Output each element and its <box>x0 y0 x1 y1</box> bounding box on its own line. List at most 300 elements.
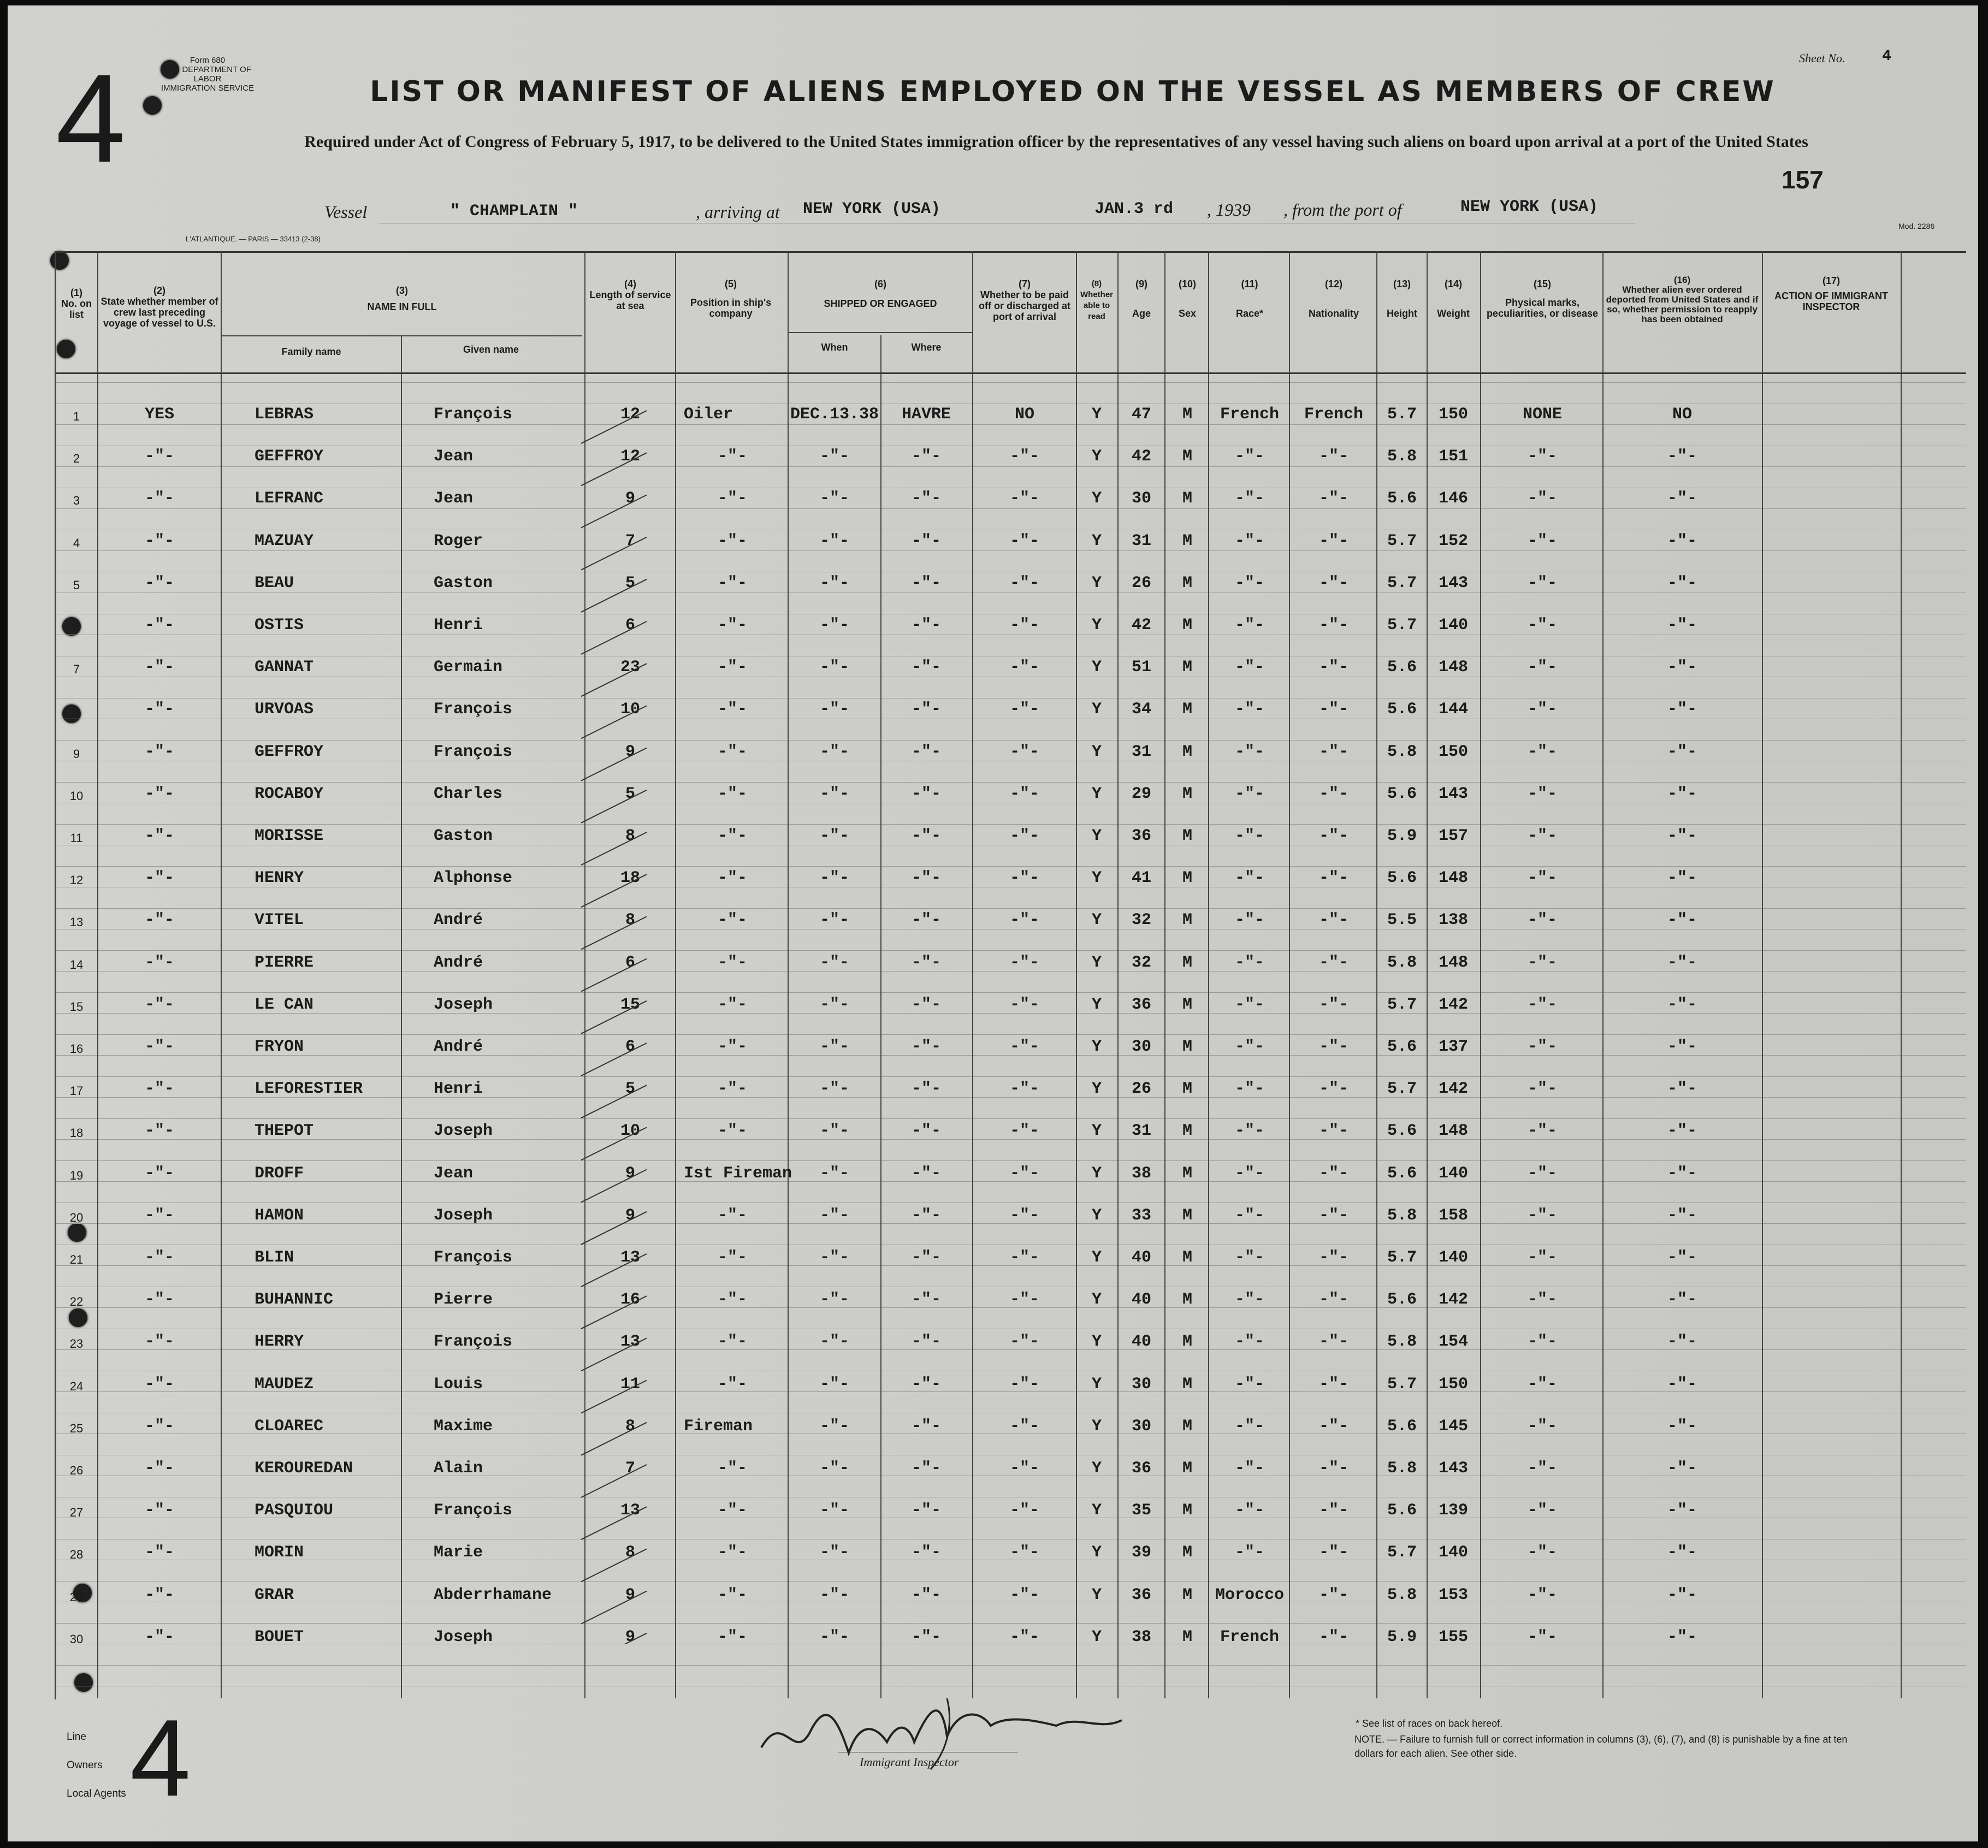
check-mark <box>581 495 647 528</box>
col15-label: Physical marks, peculiarities, or disease <box>1486 297 1599 319</box>
cell-position: -"- <box>717 1206 747 1225</box>
cell-family: HERRY <box>255 1332 304 1352</box>
cell-when: -"- <box>819 869 849 888</box>
cell-age: 36 <box>1131 827 1151 845</box>
cell-n: 2 <box>73 452 80 466</box>
cell-race: Morocco <box>1215 1585 1285 1604</box>
cell-prev: -"- <box>144 1122 174 1141</box>
cell-given: André <box>434 911 483 930</box>
ruled-line <box>55 1581 1966 1582</box>
cell-deported: -"- <box>1667 1164 1697 1183</box>
cell-sex: M <box>1182 1501 1192 1520</box>
cell-prev: -"- <box>144 1164 174 1183</box>
cell-position: -"- <box>717 1122 747 1141</box>
cell-weight: 145 <box>1438 1417 1468 1436</box>
cell-nat: -"- <box>1318 995 1348 1014</box>
cell-sex: M <box>1182 1585 1192 1604</box>
cell-paid: -"- <box>1009 784 1039 803</box>
cell-prev: -"- <box>144 1501 174 1520</box>
cell-service: 8 <box>625 1417 635 1436</box>
check-mark <box>581 664 647 696</box>
cell-race: -"- <box>1234 1038 1264 1056</box>
cell-marks: -"- <box>1527 616 1557 635</box>
cell-paid: -"- <box>1009 911 1039 930</box>
cell-when: -"- <box>819 700 849 719</box>
cell-n: 5 <box>73 578 80 592</box>
cell-family: BUHANNIC <box>255 1290 334 1310</box>
ruled-line <box>55 550 1966 551</box>
cell-position: -"- <box>717 1543 747 1562</box>
cell-given: Louis <box>434 1375 483 1394</box>
cell-where: -"- <box>911 616 941 635</box>
cell-nat: -"- <box>1318 447 1348 466</box>
cell-sex: M <box>1182 911 1192 930</box>
ruled-line <box>55 1076 1966 1077</box>
cell-weight: 143 <box>1438 1459 1468 1478</box>
ruled-line <box>55 866 1966 867</box>
required-text: Required under Act of Congress of February 5, 1917, to be delivered to the United States immigration officer by the representatives of any vessel having such aliens on board upon arrival at a port of the United States <box>304 133 1808 151</box>
cell-read: Y <box>1091 911 1102 930</box>
cell-race: -"- <box>1234 869 1264 888</box>
cell-height: 5.6 <box>1387 1122 1417 1141</box>
cell-weight: 158 <box>1438 1206 1468 1225</box>
cell-service: 23 <box>620 658 640 677</box>
cell-position: -"- <box>717 1501 747 1520</box>
cell-family: MAZUAY <box>255 531 314 550</box>
form-label-block <box>153 56 262 93</box>
cell-n: 10 <box>69 789 84 803</box>
cell-service: 10 <box>620 1122 640 1141</box>
ruled-line <box>55 992 1966 993</box>
cell-sex: M <box>1182 869 1192 888</box>
cell-sex: M <box>1182 447 1192 466</box>
cell-age: 47 <box>1131 405 1151 424</box>
cell-paid: -"- <box>1009 1417 1039 1436</box>
cell-marks: -"- <box>1527 742 1557 761</box>
column-divider <box>1427 252 1428 1698</box>
col7-header <box>973 279 1076 322</box>
cell-read: Y <box>1091 1248 1102 1267</box>
cell-age: 31 <box>1131 531 1151 550</box>
vessel-label: Vessel <box>324 202 368 222</box>
cell-service: 10 <box>620 700 640 719</box>
cell-read: Y <box>1091 1164 1102 1183</box>
cell-nat: -"- <box>1318 1164 1348 1183</box>
footer-line-label: Line <box>67 1731 86 1743</box>
cell-deported: -"- <box>1667 658 1697 677</box>
cell-race: -"- <box>1234 1080 1264 1099</box>
punch-hole <box>68 1223 86 1242</box>
cell-paid: -"- <box>1009 1248 1039 1267</box>
cell-sex: M <box>1182 1459 1192 1478</box>
from-label: , from the port of <box>1283 200 1402 220</box>
cell-deported: -"- <box>1667 616 1697 635</box>
cell-prev: -"- <box>144 869 174 888</box>
col1-header <box>60 287 93 320</box>
arriving-port: NEW YORK (USA) <box>803 200 941 218</box>
cell-sex: M <box>1182 1038 1192 1056</box>
cell-given: François <box>434 1501 513 1520</box>
cell-marks: -"- <box>1527 447 1557 466</box>
cell-deported: -"- <box>1667 1248 1697 1267</box>
cell-when: -"- <box>819 911 849 930</box>
col13-num: (13) <box>1393 279 1411 289</box>
cell-height: 5.8 <box>1387 953 1417 972</box>
cell-sex: M <box>1182 1248 1192 1267</box>
col6-num: (6) <box>874 279 886 289</box>
cell-paid: -"- <box>1009 742 1039 761</box>
column-divider <box>1208 252 1209 1698</box>
cell-marks: -"- <box>1527 1417 1557 1436</box>
cell-n: 24 <box>69 1379 84 1393</box>
cell-read: Y <box>1091 489 1102 508</box>
cell-where: -"- <box>911 1459 941 1478</box>
cell-when: -"- <box>819 1543 849 1562</box>
cell-height: 5.5 <box>1387 911 1417 930</box>
ruled-line <box>55 1034 1966 1035</box>
cell-height: 5.7 <box>1387 1080 1417 1099</box>
cell-sex: M <box>1182 1290 1192 1310</box>
cell-family: PIERRE <box>255 953 314 972</box>
cell-prev: -"- <box>144 742 174 761</box>
cell-age: 35 <box>1131 1501 1151 1520</box>
cell-read: Y <box>1091 1543 1102 1562</box>
cell-marks: -"- <box>1527 869 1557 888</box>
cell-paid: -"- <box>1009 1375 1039 1394</box>
cell-prev: -"- <box>144 447 174 466</box>
cell-weight: 148 <box>1438 869 1468 888</box>
cell-service: 9 <box>625 489 635 508</box>
cell-sex: M <box>1182 784 1192 803</box>
cell-position: -"- <box>717 995 747 1014</box>
cell-age: 32 <box>1131 953 1151 972</box>
cell-family: PASQUIOU <box>255 1501 334 1520</box>
col4-num: (4) <box>624 279 636 289</box>
cell-where: -"- <box>911 573 941 593</box>
column-divider <box>972 252 973 1698</box>
cell-n: 22 <box>69 1295 84 1309</box>
cell-height: 5.7 <box>1387 405 1417 424</box>
cell-deported: -"- <box>1667 1038 1697 1056</box>
cell-deported: -"- <box>1667 1290 1697 1310</box>
printer-line: L'ATLANTIQUE. — PARIS — 33413 (2-38) <box>186 235 321 243</box>
cell-family: GEFFROY <box>255 742 324 761</box>
cell-race: -"- <box>1234 1459 1264 1478</box>
cell-paid: -"- <box>1009 1332 1039 1352</box>
cell-family: GRAR <box>255 1585 294 1604</box>
cell-age: 40 <box>1131 1332 1151 1352</box>
cell-prev: -"- <box>144 1206 174 1225</box>
cell-weight: 148 <box>1438 1122 1468 1141</box>
cell-prev: -"- <box>144 1585 174 1604</box>
cell-when: -"- <box>819 1122 849 1141</box>
cell-when: -"- <box>819 531 849 550</box>
cell-given: François <box>434 1332 513 1352</box>
ruled-line <box>55 950 1966 951</box>
cell-family: LE CAN <box>255 995 314 1014</box>
col15-header <box>1482 279 1602 319</box>
cell-read: Y <box>1091 1585 1102 1604</box>
column-divider <box>1602 252 1604 1698</box>
cell-sex: M <box>1182 1543 1192 1562</box>
cell-paid: -"- <box>1009 869 1039 888</box>
cell-nat: -"- <box>1318 953 1348 972</box>
cell-when: -"- <box>819 1206 849 1225</box>
cell-deported: -"- <box>1667 1375 1697 1394</box>
cell-read: Y <box>1091 953 1102 972</box>
cell-n: 23 <box>69 1337 84 1351</box>
cell-when: -"- <box>819 1164 849 1183</box>
punch-hole <box>57 340 75 358</box>
cell-age: 42 <box>1131 447 1151 466</box>
cell-age: 26 <box>1131 1080 1151 1099</box>
ruled-line <box>55 382 1966 383</box>
cell-family: LEBRAS <box>255 405 314 424</box>
cell-marks: -"- <box>1527 573 1557 593</box>
col10-header <box>1165 279 1209 319</box>
cell-given: Alphonse <box>434 869 513 888</box>
cell-deported: -"- <box>1667 531 1697 550</box>
cell-nat: -"- <box>1318 1122 1348 1141</box>
cell-service: 9 <box>625 1585 635 1604</box>
cell-given: Joseph <box>434 995 493 1014</box>
cell-given: Charles <box>434 784 503 803</box>
cell-service: 13 <box>620 1248 640 1267</box>
cell-height: 5.6 <box>1387 869 1417 888</box>
cell-weight: 142 <box>1438 1080 1468 1099</box>
cell-nat: -"- <box>1318 1417 1348 1436</box>
cell-where: -"- <box>911 1501 941 1520</box>
cell-n: 7 <box>73 662 80 677</box>
cell-position: Fireman <box>684 1417 753 1436</box>
cell-prev: -"- <box>144 1290 174 1310</box>
cell-family: OSTIS <box>255 616 304 635</box>
cell-marks: -"- <box>1527 1627 1557 1646</box>
cell-height: 5.7 <box>1387 616 1417 635</box>
col6-label: SHIPPED OR ENGAGED <box>824 298 937 309</box>
cell-nat: -"- <box>1318 1543 1348 1562</box>
cell-sex: M <box>1182 658 1192 677</box>
cell-where: -"- <box>911 1375 941 1394</box>
cell-height: 5.7 <box>1387 1543 1417 1562</box>
cell-n: 15 <box>69 999 84 1014</box>
cell-age: 40 <box>1131 1248 1151 1267</box>
cell-family: GANNAT <box>255 658 314 677</box>
col11-label: Race* <box>1235 308 1264 319</box>
check-mark <box>581 706 647 738</box>
cell-sex: M <box>1182 489 1192 508</box>
cell-nat: -"- <box>1318 1248 1348 1267</box>
cell-service: 6 <box>625 953 635 972</box>
ruled-line <box>55 1160 1966 1161</box>
cell-marks: -"- <box>1527 1122 1557 1141</box>
cell-where: -"- <box>911 700 941 719</box>
col13-header <box>1377 279 1427 319</box>
col6-subrule <box>789 332 972 333</box>
cell-service: 7 <box>625 531 635 550</box>
column-divider <box>1289 252 1290 1698</box>
cell-height: 5.6 <box>1387 1164 1417 1183</box>
cell-deported: -"- <box>1667 742 1697 761</box>
ruled-line <box>55 466 1966 467</box>
cell-given: Joseph <box>434 1122 493 1141</box>
cell-position: -"- <box>717 658 747 677</box>
cell-family: FRYON <box>255 1038 304 1056</box>
cell-height: 5.9 <box>1387 827 1417 845</box>
cell-family: URVOAS <box>255 700 314 719</box>
cell-read: Y <box>1091 1459 1102 1478</box>
cell-paid: -"- <box>1009 447 1039 466</box>
cell-nat: -"- <box>1318 1080 1348 1099</box>
cell-weight: 140 <box>1438 1248 1468 1267</box>
check-mark <box>581 1633 647 1644</box>
cell-prev: -"- <box>144 911 174 930</box>
cell-deported: -"- <box>1667 447 1697 466</box>
cell-where: -"- <box>911 1038 941 1056</box>
cell-race: -"- <box>1234 531 1264 550</box>
punch-hole <box>74 1673 93 1692</box>
punch-hole <box>69 1308 87 1327</box>
cell-height: 5.8 <box>1387 1585 1417 1604</box>
cell-paid: -"- <box>1009 1501 1039 1520</box>
cell-read: Y <box>1091 1501 1102 1520</box>
cell-height: 5.6 <box>1387 658 1417 677</box>
cell-prev: -"- <box>144 784 174 803</box>
cell-where: -"- <box>911 1290 941 1310</box>
cell-family: HENRY <box>255 869 304 888</box>
cell-where: -"- <box>911 869 941 888</box>
cell-marks: -"- <box>1527 1459 1557 1478</box>
cell-given: Alain <box>434 1459 483 1478</box>
col17-label: ACTION OF IMMIGRANT INSPECTOR <box>1774 291 1888 312</box>
cell-given: Pierre <box>434 1290 493 1310</box>
cell-prev: -"- <box>144 1080 174 1099</box>
cell-nat: -"- <box>1318 1459 1348 1478</box>
column-divider <box>1076 252 1077 1698</box>
cell-age: 41 <box>1131 869 1151 888</box>
cell-marks: -"- <box>1527 1248 1557 1267</box>
cell-read: Y <box>1091 995 1102 1014</box>
cell-where: HAVRE <box>901 405 951 424</box>
cell-race: -"- <box>1234 1290 1264 1310</box>
cell-service: 12 <box>620 405 640 424</box>
cell-race: French <box>1220 1627 1280 1646</box>
cell-age: 36 <box>1131 1459 1151 1478</box>
cell-deported: -"- <box>1667 869 1697 888</box>
col7-label: Whether to be paid off or discharged at port of arrival <box>978 289 1071 322</box>
cell-paid: -"- <box>1009 616 1039 635</box>
cell-deported: -"- <box>1667 1543 1697 1562</box>
check-mark <box>581 748 647 781</box>
cell-sex: M <box>1182 616 1192 635</box>
cell-marks: -"- <box>1527 1585 1557 1604</box>
cell-weight: 150 <box>1438 742 1468 761</box>
col3b-label: Given name <box>463 344 519 355</box>
cell-position: -"- <box>717 1038 747 1056</box>
cell-read: Y <box>1091 1332 1102 1352</box>
cell-race: -"- <box>1234 1543 1264 1562</box>
cell-paid: -"- <box>1009 1543 1039 1562</box>
cell-sex: M <box>1182 1164 1192 1183</box>
cell-height: 5.8 <box>1387 1459 1417 1478</box>
cell-read: Y <box>1091 573 1102 593</box>
cell-prev: -"- <box>144 827 174 845</box>
cell-where: -"- <box>911 489 941 508</box>
cell-sex: M <box>1182 995 1192 1014</box>
cell-prev: -"- <box>144 1375 174 1394</box>
col7-num: (7) <box>1019 279 1031 289</box>
cell-when: -"- <box>819 616 849 635</box>
cell-paid: -"- <box>1009 1122 1039 1141</box>
cell-paid: -"- <box>1009 489 1039 508</box>
cell-position: -"- <box>717 869 747 888</box>
cell-when: -"- <box>819 1080 849 1099</box>
col3a-label: Family name <box>281 346 341 357</box>
punch-hole <box>50 251 69 270</box>
cell-n: 11 <box>70 831 83 845</box>
cell-marks: -"- <box>1527 1080 1557 1099</box>
cell-age: 26 <box>1131 573 1151 593</box>
cell-where: -"- <box>911 1248 941 1267</box>
cell-weight: 151 <box>1438 447 1468 466</box>
cell-n: 3 <box>73 494 80 508</box>
column-divider <box>1376 252 1377 1698</box>
cell-height: 5.8 <box>1387 447 1417 466</box>
inspector-signature <box>750 1687 1133 1786</box>
cell-race: -"- <box>1234 911 1264 930</box>
cell-race: -"- <box>1234 1417 1264 1436</box>
race-note: * See list of races on back hereof. <box>1356 1718 1503 1729</box>
cell-race: -"- <box>1234 1501 1264 1520</box>
cell-when: -"- <box>819 1585 849 1604</box>
cell-given: Gaston <box>434 573 493 593</box>
cell-marks: -"- <box>1527 827 1557 845</box>
cell-service: 6 <box>625 616 635 635</box>
cell-n: 1 <box>73 410 80 423</box>
cell-family: BLIN <box>255 1248 294 1267</box>
cell-age: 40 <box>1131 1290 1151 1310</box>
form-dept: U.S. DEPARTMENT OF LABOR <box>163 65 252 84</box>
col14-header <box>1428 279 1479 319</box>
ruled-line <box>55 782 1966 783</box>
cell-sex: M <box>1182 1122 1192 1141</box>
cell-marks: -"- <box>1527 911 1557 930</box>
cell-position: -"- <box>717 742 747 761</box>
cell-deported: -"- <box>1667 995 1697 1014</box>
cell-where: -"- <box>911 1122 941 1141</box>
cell-family: DROFF <box>255 1164 304 1183</box>
cell-service: 11 <box>620 1375 640 1394</box>
cell-nat: -"- <box>1318 1501 1348 1520</box>
cell-when: -"- <box>819 658 849 677</box>
cell-position: -"- <box>717 1585 747 1604</box>
cell-service: 7 <box>625 1459 635 1478</box>
cell-when: -"- <box>819 784 849 803</box>
cell-position: -"- <box>717 1248 747 1267</box>
ruled-line <box>55 424 1966 425</box>
col16-label: Whether alien ever ordered deported from United States and if so, whether permission to reapply has been obtained <box>1606 285 1759 324</box>
cell-age: 33 <box>1131 1206 1151 1225</box>
check-mark <box>581 621 647 654</box>
check-mark <box>581 1212 647 1245</box>
cell-paid: NO <box>1014 405 1034 424</box>
cell-n: 13 <box>69 915 84 929</box>
cell-deported: -"- <box>1667 1501 1697 1520</box>
cell-height: 5.8 <box>1387 1206 1417 1225</box>
cell-nat: -"- <box>1318 1332 1348 1352</box>
check-mark <box>581 537 647 570</box>
cell-age: 34 <box>1131 700 1151 719</box>
